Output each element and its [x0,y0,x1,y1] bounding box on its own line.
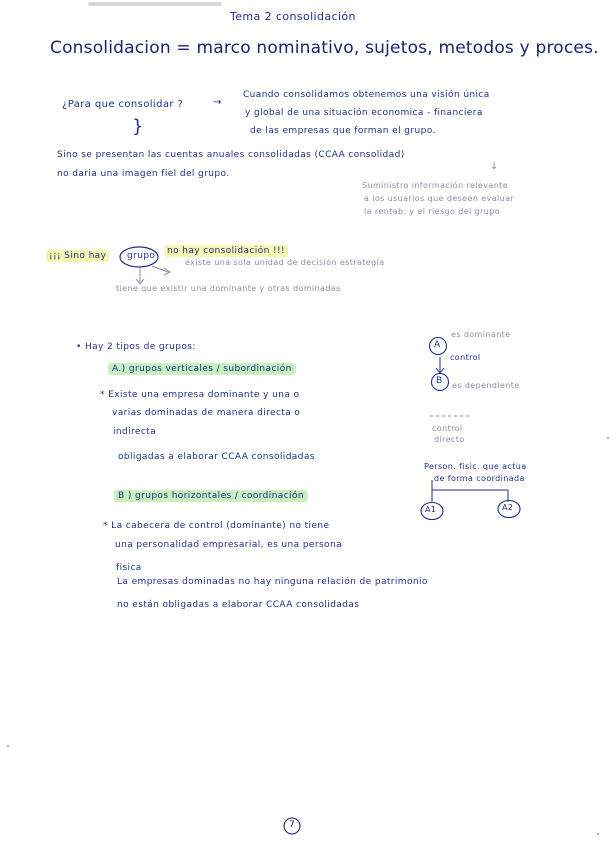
horizontal-bullet-line-2: una personalidad empresarial, es una persona [115,540,342,550]
single-decision-note: existe una sola unidad de decisión estrategia [185,258,385,267]
scan-speck [607,437,609,439]
horizontal-bullet-line-3: fisica [116,563,142,573]
topic-heading: Tema 2 consolidación [230,10,356,23]
group-types-heading: • Hay 2 tipos de grupos: [76,342,196,352]
page-title: Consolidacion = marco nominativo, sujetos, metodos y proces. [50,38,599,58]
equity-relation-line: La empresas dominadas no hay ninguna relación de patrimonio [117,577,428,587]
control-label: control [450,353,481,362]
vertical-bullet-line-2: varias dominadas de manera directa o [112,408,301,418]
accounts-note-line-2: a los usuarios que deseen evaluar [364,194,515,203]
vertical-groups-highlight: A.) grupos verticales / subordinación [108,363,296,375]
why-answer-line-1: Cuando consolidamos obtenemos una visión única [243,90,490,100]
horizontal-bullet-line-1: * La cabecera de control (dominante) no tiene [103,521,330,531]
horizontal-groups-label [114,492,308,501]
vertical-bullet-line-1: * Existe una empresa dominante y una o [100,390,300,400]
coordination-bracket [432,480,508,502]
direct-control-label-2: directo [434,435,465,444]
scan-speck [597,833,599,835]
dominant-dominated-note: tiene que existir una dominante y otras dominadas [116,284,341,293]
page-number: 7 [289,820,296,830]
no-consolidation-text: no hay consolidación !!! [164,245,288,257]
accounts-note-line-1: Suministro información relevante [362,181,509,190]
why-question: ¿Para que consolidar ? [62,99,184,110]
vertical-bullet-line-3: indirecta [113,427,157,437]
scan-speck [7,745,9,747]
node-b-letter: B [436,376,443,386]
arrow-down-to-dominante-note [136,268,144,284]
node-a2-label: A2 [502,503,514,512]
node-b-caption: es dependiente [452,381,520,390]
why-answer-line-3: de las empresas que forman el grupo. [250,126,436,136]
accounts-note-arrow: ↓ [490,161,499,172]
arrow-to-decision-note [152,266,170,275]
vertical-groups-label [108,365,296,374]
no-group-line-end [164,247,288,256]
accounts-line-2: no daria una imagen fiel del grupo. [57,169,230,179]
accounts-line-1: Sino se presentan las cuentas anuales consolidadas (CCAA consolidad) [57,150,405,160]
node-a1-label: A1 [425,505,437,514]
why-brace: } [132,116,144,137]
why-arrow: → [213,97,222,108]
direct-control-label-1: control [432,424,463,433]
why-answer-line-2: y global de una situación economica - financiera [245,108,483,118]
natural-person-label-1: Person. fisic. que actua [424,462,527,471]
horizontal-groups-highlight: B ) grupos horizontales / coordinación [114,490,308,502]
node-a-letter: A [434,340,441,350]
control-arrow [436,357,444,373]
not-obliged-line: no están obligadas a elaborar CCAA consolidadas [117,600,360,610]
accounts-note-line-3: la rentab. y el riesgo del grupo [364,207,501,216]
natural-person-label-2: de forma coordinada [434,474,525,483]
vertical-obligation: obligadas a elaborar CCAA consolidadas [118,452,315,462]
circled-grupo: grupo [127,251,156,261]
no-group-prefix: ¡¡¡ Sino hay [46,250,109,262]
no-group-line-start [46,252,109,261]
node-a-caption: es dominante [451,330,511,339]
